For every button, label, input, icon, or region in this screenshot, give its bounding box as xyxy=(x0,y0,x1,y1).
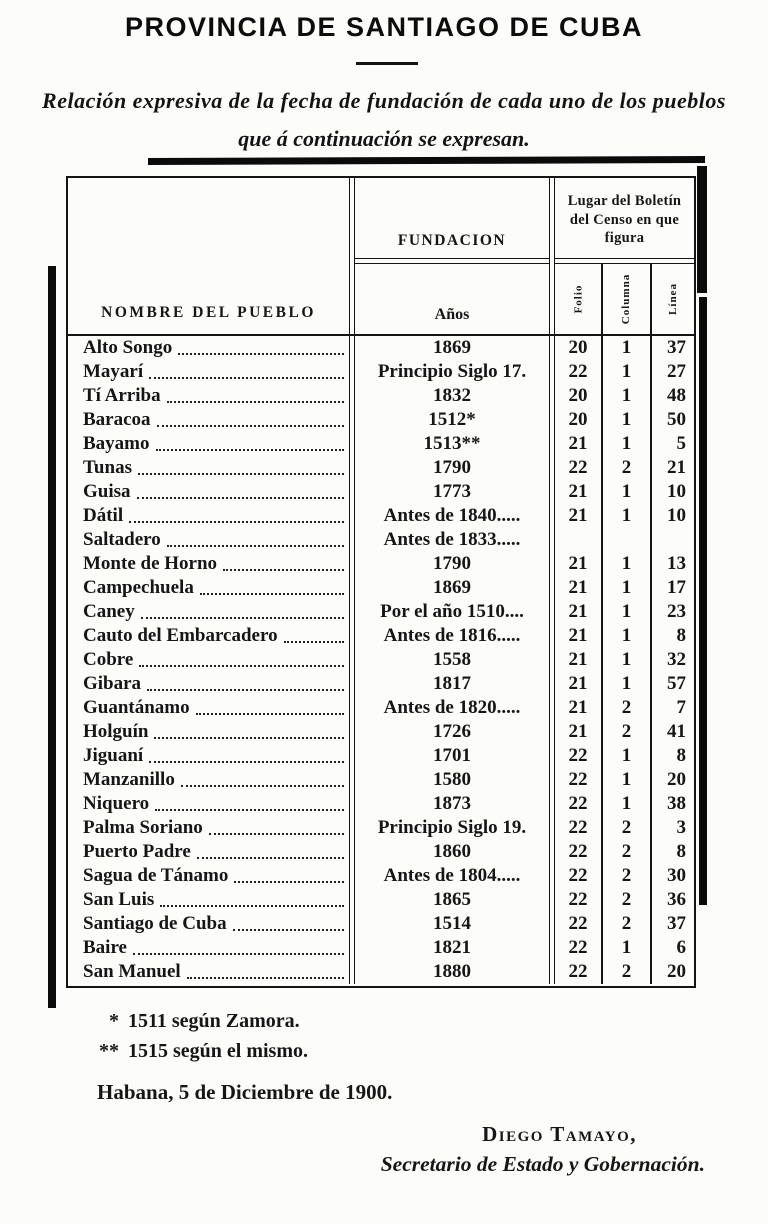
folio-value: 22 xyxy=(568,937,588,958)
pueblo-name: Guisa xyxy=(83,481,131,502)
header-folio: Folio xyxy=(572,284,584,314)
linea-value xyxy=(652,528,694,552)
folio-value: 22 xyxy=(568,913,588,934)
fundacion-anos-value: 1790 xyxy=(433,457,471,478)
fundacion-anos-value: Antes de 1820..... xyxy=(383,697,521,718)
folio-value xyxy=(555,528,601,552)
table-row xyxy=(68,720,694,744)
subtitle-line-2: que á continuación se expresan. xyxy=(238,126,530,151)
dot-leader xyxy=(149,377,344,379)
linea-value: 41 xyxy=(667,721,686,742)
pueblo-name: Tunas xyxy=(83,457,132,478)
columna-value: 1 xyxy=(621,553,632,574)
pueblo-name: Tí Arriba xyxy=(83,385,161,406)
folio-value: 22 xyxy=(568,889,588,910)
dot-leader xyxy=(149,761,344,763)
footnote-1 xyxy=(86,1010,300,1033)
pueblo-name: Mayarí xyxy=(83,361,144,382)
signature-title: Secretario de Estado y Gobernación. xyxy=(380,1152,705,1176)
pueblo-name-cell xyxy=(68,408,349,432)
columna-value: 2 xyxy=(621,721,632,742)
linea-value: 20 xyxy=(667,961,686,982)
pueblo-name: Gibara xyxy=(83,673,142,694)
fundacion-anos-value: 1790 xyxy=(433,553,471,574)
fundacion-anos-value: 1860 xyxy=(433,841,471,862)
folio-value: 22 xyxy=(568,961,588,982)
table-row xyxy=(68,648,694,672)
pueblo-name-cell xyxy=(68,552,349,576)
linea-value: 36 xyxy=(667,889,686,910)
columna-value: 1 xyxy=(621,481,632,502)
fundacion-anos-value: 1817 xyxy=(433,673,471,694)
columna-value: 2 xyxy=(621,961,632,982)
scan-heavy-rule-left xyxy=(48,266,56,1008)
columna-value xyxy=(603,528,650,552)
table-row xyxy=(68,696,694,720)
pueblo-name: Dátil xyxy=(83,505,124,526)
pueblo-name: Holguín xyxy=(83,721,149,742)
dot-leader xyxy=(233,929,344,931)
folio-value: 22 xyxy=(568,817,588,838)
pueblo-name: Manzanillo xyxy=(83,769,175,790)
subtitle-line-1: Relación expresiva de la fecha de fundación de cada uno de los pueblos xyxy=(42,88,726,113)
header-fundacion-group xyxy=(355,178,549,334)
dot-leader xyxy=(167,401,344,403)
pueblo-name: Santiago de Cuba xyxy=(83,913,227,934)
fundacion-anos-value: Por el año 1510.... xyxy=(380,601,524,622)
linea-value: 32 xyxy=(667,649,686,670)
pueblo-name: Caney xyxy=(83,601,135,622)
linea-value: 8 xyxy=(676,841,686,862)
pueblo-name: Guantánamo xyxy=(83,697,190,718)
linea-value: 48 xyxy=(667,385,686,406)
fundacion-anos-value: 1832 xyxy=(433,385,471,406)
pueblo-name-cell xyxy=(68,360,349,384)
table-row xyxy=(68,384,694,408)
pueblo-name: Bayamo xyxy=(83,433,150,454)
dot-leader xyxy=(196,713,344,715)
fundacion-anos-value: 1873 xyxy=(433,793,471,814)
columna-value: 2 xyxy=(621,913,632,934)
folio-value: 20 xyxy=(568,385,588,406)
fundacion-anos-value: 1512* xyxy=(428,409,476,430)
dateline: Habana, 5 de Diciembre de 1900. xyxy=(97,1080,393,1104)
table-row xyxy=(68,456,694,480)
pueblo-name: Cauto del Embarcadero xyxy=(83,625,278,646)
table-row xyxy=(68,792,694,816)
linea-value: 8 xyxy=(676,745,686,766)
pueblo-name: Alto Songo xyxy=(83,337,173,358)
columna-value: 2 xyxy=(621,865,632,886)
pueblo-name: Baracoa xyxy=(83,409,151,430)
dot-leader xyxy=(197,857,344,859)
folio-value: 22 xyxy=(568,457,588,478)
folio-value: 21 xyxy=(568,433,588,454)
fundacion-anos-value: 1514 xyxy=(433,913,471,934)
table-header xyxy=(68,178,694,336)
pueblo-name-cell xyxy=(68,528,349,552)
dot-leader xyxy=(156,449,345,451)
pueblo-name-cell xyxy=(68,624,349,648)
page-title: PROVINCIA DE SANTIAGO DE CUBA xyxy=(124,12,644,42)
linea-value: 5 xyxy=(676,433,686,454)
columna-value: 1 xyxy=(621,505,632,526)
fundacion-anos-value: Principio Siglo 19. xyxy=(377,817,527,838)
folio-value: 22 xyxy=(568,865,588,886)
fundacion-anos-value: Antes de 1840..... xyxy=(383,505,521,526)
folio-value: 20 xyxy=(568,409,588,430)
table-row xyxy=(68,480,694,504)
dot-leader xyxy=(223,569,344,571)
fundacion-anos-value: 1869 xyxy=(433,337,471,358)
columna-value: 1 xyxy=(621,433,632,454)
table-row xyxy=(68,624,694,648)
fundacion-anos-value: 1869 xyxy=(433,577,471,598)
dot-leader xyxy=(155,809,344,811)
fundacion-anos-value: 1726 xyxy=(433,721,471,742)
folio-value: 21 xyxy=(568,721,588,742)
columna-value: 1 xyxy=(621,793,632,814)
fundacion-anos-value: 1558 xyxy=(433,649,471,670)
pueblo-name-cell xyxy=(68,504,349,528)
table-row xyxy=(68,768,694,792)
columna-value: 1 xyxy=(621,385,632,406)
table-body xyxy=(68,336,694,984)
linea-value: 10 xyxy=(667,481,686,502)
folio-value: 22 xyxy=(568,793,588,814)
dot-leader xyxy=(157,425,344,427)
columna-value: 2 xyxy=(621,457,632,478)
fundacion-anos-value: Antes de 1804..... xyxy=(383,865,521,886)
dot-leader xyxy=(147,689,344,691)
linea-value: 3 xyxy=(676,817,686,838)
folio-value: 22 xyxy=(568,841,588,862)
columna-value: 2 xyxy=(621,697,632,718)
folio-value: 21 xyxy=(568,505,588,526)
columna-value: 1 xyxy=(621,649,632,670)
table-row xyxy=(68,744,694,768)
signature-name: Diego Tamayo, xyxy=(482,1122,637,1146)
pueblo-name: Jiguaní xyxy=(83,745,144,766)
header-columna: Columna xyxy=(620,273,633,325)
columna-value: 1 xyxy=(621,769,632,790)
dot-leader xyxy=(209,833,344,835)
pueblo-name-cell xyxy=(68,720,349,744)
table-row xyxy=(68,432,694,456)
linea-value: 37 xyxy=(667,337,686,358)
linea-value: 20 xyxy=(667,769,686,790)
linea-value: 8 xyxy=(676,625,686,646)
pueblo-name: Monte de Horno xyxy=(83,553,218,574)
pueblo-name-cell xyxy=(68,960,349,984)
fundacion-anos-value: Antes de 1833..... xyxy=(383,529,521,550)
fundacion-anos-value: 1880 xyxy=(433,961,471,982)
footnote-1-marker: * xyxy=(109,1010,119,1032)
table-row xyxy=(68,336,694,360)
pueblo-name-cell xyxy=(68,384,349,408)
pueblo-name-cell xyxy=(68,936,349,960)
dot-leader xyxy=(160,905,344,907)
folio-value: 21 xyxy=(568,697,588,718)
linea-value: 57 xyxy=(667,673,686,694)
fundacion-anos-value: 1580 xyxy=(433,769,471,790)
table-row xyxy=(68,960,694,984)
folio-value: 21 xyxy=(568,577,588,598)
founding-dates-table xyxy=(66,176,696,988)
linea-value: 17 xyxy=(667,577,686,598)
table-row xyxy=(68,600,694,624)
pueblo-name-cell xyxy=(68,864,349,888)
header-lugar-del-boletin: Lugar del Boletín del Censo en que figura xyxy=(567,192,682,247)
folio-value: 22 xyxy=(568,361,588,382)
scan-heavy-rule-right-upper xyxy=(697,166,707,293)
header-lugar-group xyxy=(555,178,694,334)
linea-value: 37 xyxy=(667,913,686,934)
table-row xyxy=(68,576,694,600)
pueblo-name: Cobre xyxy=(83,649,134,670)
folio-value: 21 xyxy=(568,625,588,646)
pueblo-name: San Manuel xyxy=(83,961,181,982)
table-row xyxy=(68,528,694,552)
dot-leader xyxy=(178,353,344,355)
footnote-2-text: 1515 según el mismo. xyxy=(128,1040,308,1062)
header-linea: Línea xyxy=(667,283,679,315)
table-row xyxy=(68,888,694,912)
linea-value: 23 xyxy=(667,601,686,622)
dot-leader xyxy=(154,737,344,739)
table-row xyxy=(68,864,694,888)
columna-value: 1 xyxy=(621,577,632,598)
pueblo-name: Baire xyxy=(83,937,127,958)
pueblo-name-cell xyxy=(68,648,349,672)
fundacion-anos-value: Antes de 1816..... xyxy=(383,625,521,646)
dot-leader xyxy=(138,473,344,475)
columna-value: 2 xyxy=(621,817,632,838)
pueblo-name-cell xyxy=(68,696,349,720)
table-row xyxy=(68,552,694,576)
linea-value: 13 xyxy=(667,553,686,574)
columna-value: 1 xyxy=(621,625,632,646)
columna-value: 2 xyxy=(621,841,632,862)
dot-leader xyxy=(234,881,344,883)
pueblo-name-cell xyxy=(68,576,349,600)
table-row xyxy=(68,360,694,384)
pueblo-name: Niquero xyxy=(83,793,150,814)
fundacion-anos-value: Principio Siglo 17. xyxy=(377,361,527,382)
dot-leader xyxy=(141,617,344,619)
fundacion-anos-value: 1821 xyxy=(433,937,471,958)
pueblo-name-cell xyxy=(68,792,349,816)
table-row xyxy=(68,816,694,840)
header-sub-columns xyxy=(555,264,694,334)
header-anos: Años xyxy=(434,306,470,323)
linea-value: 50 xyxy=(667,409,686,430)
dot-leader xyxy=(137,497,344,499)
folio-value: 21 xyxy=(568,601,588,622)
pueblo-name: Saltadero xyxy=(83,529,161,550)
pueblo-name: Campechuela xyxy=(83,577,194,598)
linea-value: 10 xyxy=(667,505,686,526)
pueblo-name: Puerto Padre xyxy=(83,841,191,862)
scan-heavy-rule-right-lower xyxy=(699,297,707,905)
folio-value: 20 xyxy=(568,337,588,358)
footnote-2 xyxy=(86,1040,308,1063)
pueblo-name-cell xyxy=(68,768,349,792)
table-row xyxy=(68,840,694,864)
linea-value: 38 xyxy=(667,793,686,814)
pueblo-name: Sagua de Tánamo xyxy=(83,865,229,886)
columna-value: 2 xyxy=(621,889,632,910)
dot-leader xyxy=(167,545,344,547)
dot-leader xyxy=(284,641,344,643)
header-fundacion: FUNDACION xyxy=(397,232,507,249)
footnote-1-text: 1511 según Zamora. xyxy=(128,1010,300,1032)
columna-value: 1 xyxy=(621,601,632,622)
folio-value: 21 xyxy=(568,673,588,694)
pueblo-name-cell xyxy=(68,840,349,864)
columna-value: 1 xyxy=(621,361,632,382)
columna-value: 1 xyxy=(621,673,632,694)
dot-leader xyxy=(187,977,344,979)
folio-value: 21 xyxy=(568,553,588,574)
folio-value: 21 xyxy=(568,649,588,670)
table-row xyxy=(68,936,694,960)
pueblo-name-cell xyxy=(68,600,349,624)
fundacion-anos-value: 1773 xyxy=(433,481,471,502)
pueblo-name-cell xyxy=(68,480,349,504)
scan-heavy-rule-top xyxy=(148,156,705,165)
pueblo-name-cell xyxy=(68,456,349,480)
folio-value: 22 xyxy=(568,745,588,766)
pueblo-name-cell xyxy=(68,744,349,768)
fundacion-anos-value: 1513** xyxy=(423,433,481,454)
columna-value: 1 xyxy=(621,745,632,766)
dot-leader xyxy=(139,665,344,667)
columna-value: 1 xyxy=(621,337,632,358)
footnote-2-marker: ** xyxy=(99,1040,119,1062)
dot-leader xyxy=(133,953,344,955)
dot-leader xyxy=(200,593,344,595)
fundacion-anos-value: 1701 xyxy=(433,745,471,766)
table-row xyxy=(68,504,694,528)
linea-value: 27 xyxy=(667,361,686,382)
pueblo-name-cell xyxy=(68,672,349,696)
folio-value: 21 xyxy=(568,481,588,502)
pueblo-name-cell xyxy=(68,816,349,840)
table-row xyxy=(68,912,694,936)
columna-value: 1 xyxy=(621,937,632,958)
columna-value: 1 xyxy=(621,409,632,430)
pueblo-name-cell xyxy=(68,432,349,456)
folio-value: 22 xyxy=(568,769,588,790)
table-row xyxy=(68,672,694,696)
linea-value: 6 xyxy=(676,937,686,958)
dot-leader xyxy=(181,785,344,787)
header-nombre-del-pueblo: NOMBRE DEL PUEBLO xyxy=(101,304,316,321)
pueblo-name: San Luis xyxy=(83,889,155,910)
linea-value: 30 xyxy=(667,865,686,886)
pueblo-name: Palma Soriano xyxy=(83,817,203,838)
pueblo-name-cell xyxy=(68,336,349,360)
linea-value: 7 xyxy=(676,697,686,718)
dot-leader xyxy=(129,521,344,523)
fundacion-anos-value: 1865 xyxy=(433,889,471,910)
title-divider-rule xyxy=(356,62,418,65)
table-row xyxy=(68,408,694,432)
pueblo-name-cell xyxy=(68,888,349,912)
linea-value: 21 xyxy=(667,457,686,478)
pueblo-name-cell xyxy=(68,912,349,936)
